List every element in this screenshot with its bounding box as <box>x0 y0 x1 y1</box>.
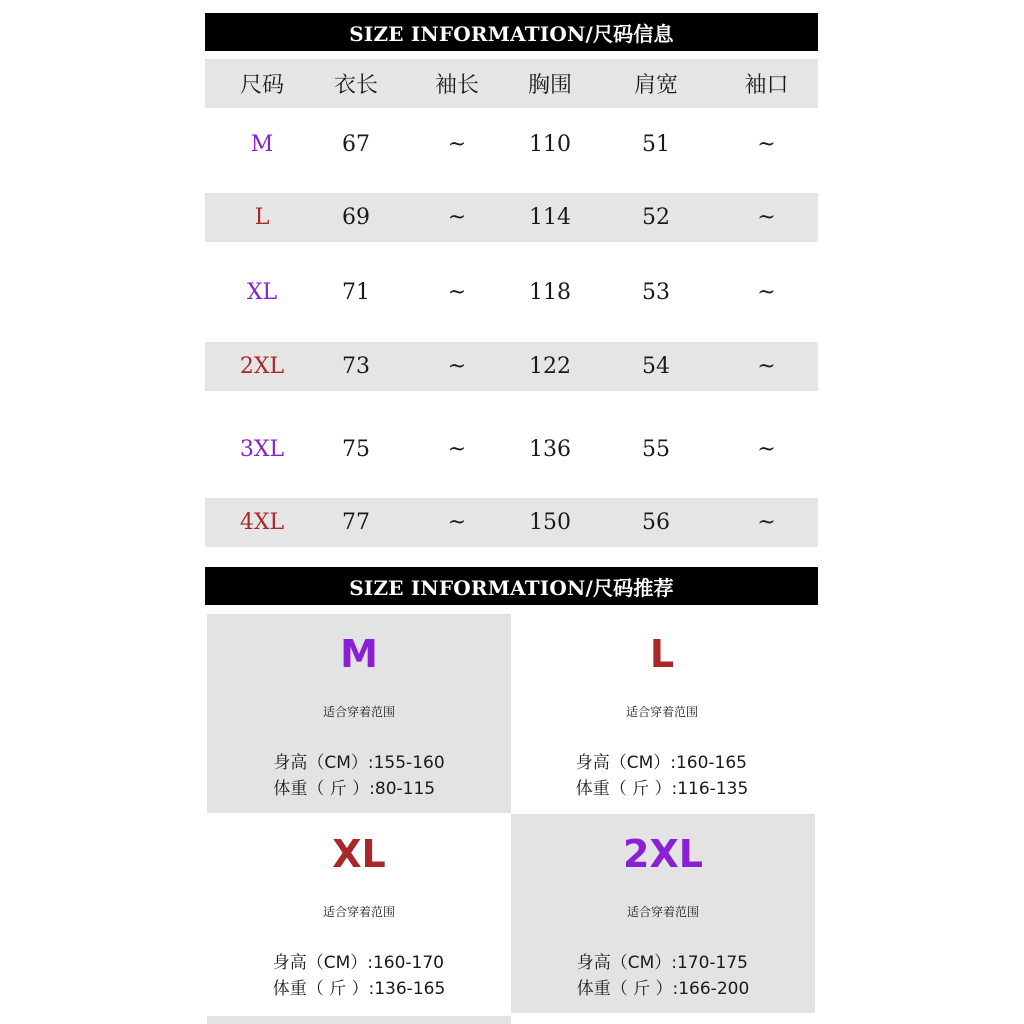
card-weight: 体重（ 斤 ）:80-115 <box>273 779 436 799</box>
header-cuff: 袖口 <box>744 73 789 98</box>
row-cuff: ~ <box>757 132 776 157</box>
row-sleeve: ~ <box>447 354 467 379</box>
row-sleeve: ~ <box>447 205 467 230</box>
card-height: 身高（CM）:170-175 <box>576 953 748 973</box>
header-shoulder: 肩宽 <box>633 73 678 98</box>
row-size: L <box>254 205 270 230</box>
row-chest: 110 <box>529 132 571 157</box>
card-height: 身高（CM）:155-160 <box>273 753 445 773</box>
header-chest: 胸围 <box>527 73 572 98</box>
row-chest: 150 <box>529 510 571 535</box>
row-size: M <box>250 132 274 157</box>
header-sleeve: 袖长 <box>434 73 479 98</box>
card-specs <box>576 750 749 802</box>
row-shoulder: 52 <box>642 205 670 230</box>
table-row <box>205 120 818 169</box>
card-weight: 体重（ 斤 ）:166-200 <box>576 979 750 999</box>
card-weight: 体重（ 斤 ）:116-135 <box>575 779 749 799</box>
table-row <box>205 193 818 242</box>
recommend-card-xl <box>207 814 511 1013</box>
table-row <box>205 342 818 391</box>
table-row <box>205 498 818 547</box>
row-cuff: ~ <box>757 510 776 535</box>
row-length: 77 <box>342 510 370 535</box>
row-sleeve: ~ <box>447 510 467 535</box>
row-shoulder: 55 <box>642 437 670 462</box>
row-shoulder: 56 <box>642 510 670 535</box>
row-cuff: ~ <box>757 354 776 379</box>
row-chest: 118 <box>529 280 571 305</box>
row-size: 2XL <box>239 354 285 379</box>
next-card-edge <box>207 1016 511 1024</box>
row-length: 69 <box>342 205 370 230</box>
recommend-card-m <box>207 614 511 813</box>
card-specs <box>273 750 444 802</box>
row-sleeve: ~ <box>447 132 467 157</box>
row-length: 75 <box>342 437 370 462</box>
card-height: 身高（CM）:160-170 <box>272 953 444 973</box>
card-height: 身高（CM）:160-165 <box>575 753 747 773</box>
row-length: 73 <box>342 354 370 379</box>
row-size: XL <box>246 280 278 305</box>
table-row <box>205 268 818 317</box>
recommend-card-l <box>510 614 814 813</box>
card-size-label: M <box>340 632 378 676</box>
row-shoulder: 53 <box>642 280 670 305</box>
header-size: 尺码 <box>239 73 284 98</box>
row-cuff: ~ <box>757 205 776 230</box>
size-recommend-banner: SIZE INFORMATION/尺码推荐 <box>205 567 818 605</box>
row-chest: 136 <box>529 437 571 462</box>
row-chest: 114 <box>529 205 571 230</box>
card-size-label: 2XL <box>623 832 703 876</box>
row-size: 4XL <box>239 510 285 535</box>
row-shoulder: 54 <box>642 354 670 379</box>
row-cuff: ~ <box>757 280 776 305</box>
row-cuff: ~ <box>757 437 776 462</box>
card-specs <box>577 950 750 1002</box>
card-range-label: 适合穿着范围 <box>322 705 395 719</box>
card-size-label: L <box>649 632 675 676</box>
header-length: 衣长 <box>333 73 378 98</box>
table-row <box>205 425 818 474</box>
row-sleeve: ~ <box>447 437 467 462</box>
row-chest: 122 <box>529 354 571 379</box>
card-specs <box>273 950 446 1002</box>
row-sleeve: ~ <box>447 280 467 305</box>
table-header-row <box>205 59 818 108</box>
card-range-label: 适合穿着范围 <box>322 905 395 919</box>
card-weight: 体重（ 斤 ）:136-165 <box>272 979 446 999</box>
card-size-label: XL <box>332 832 386 876</box>
card-range-label: 适合穿着范围 <box>625 705 698 719</box>
card-range-label: 适合穿着范围 <box>626 905 699 919</box>
row-shoulder: 51 <box>642 132 670 157</box>
row-length: 71 <box>342 280 370 305</box>
size-info-banner: SIZE INFORMATION/尺码信息 <box>205 13 818 51</box>
row-size: 3XL <box>239 437 285 462</box>
row-length: 67 <box>342 132 370 157</box>
recommend-card-2xl <box>511 814 815 1013</box>
